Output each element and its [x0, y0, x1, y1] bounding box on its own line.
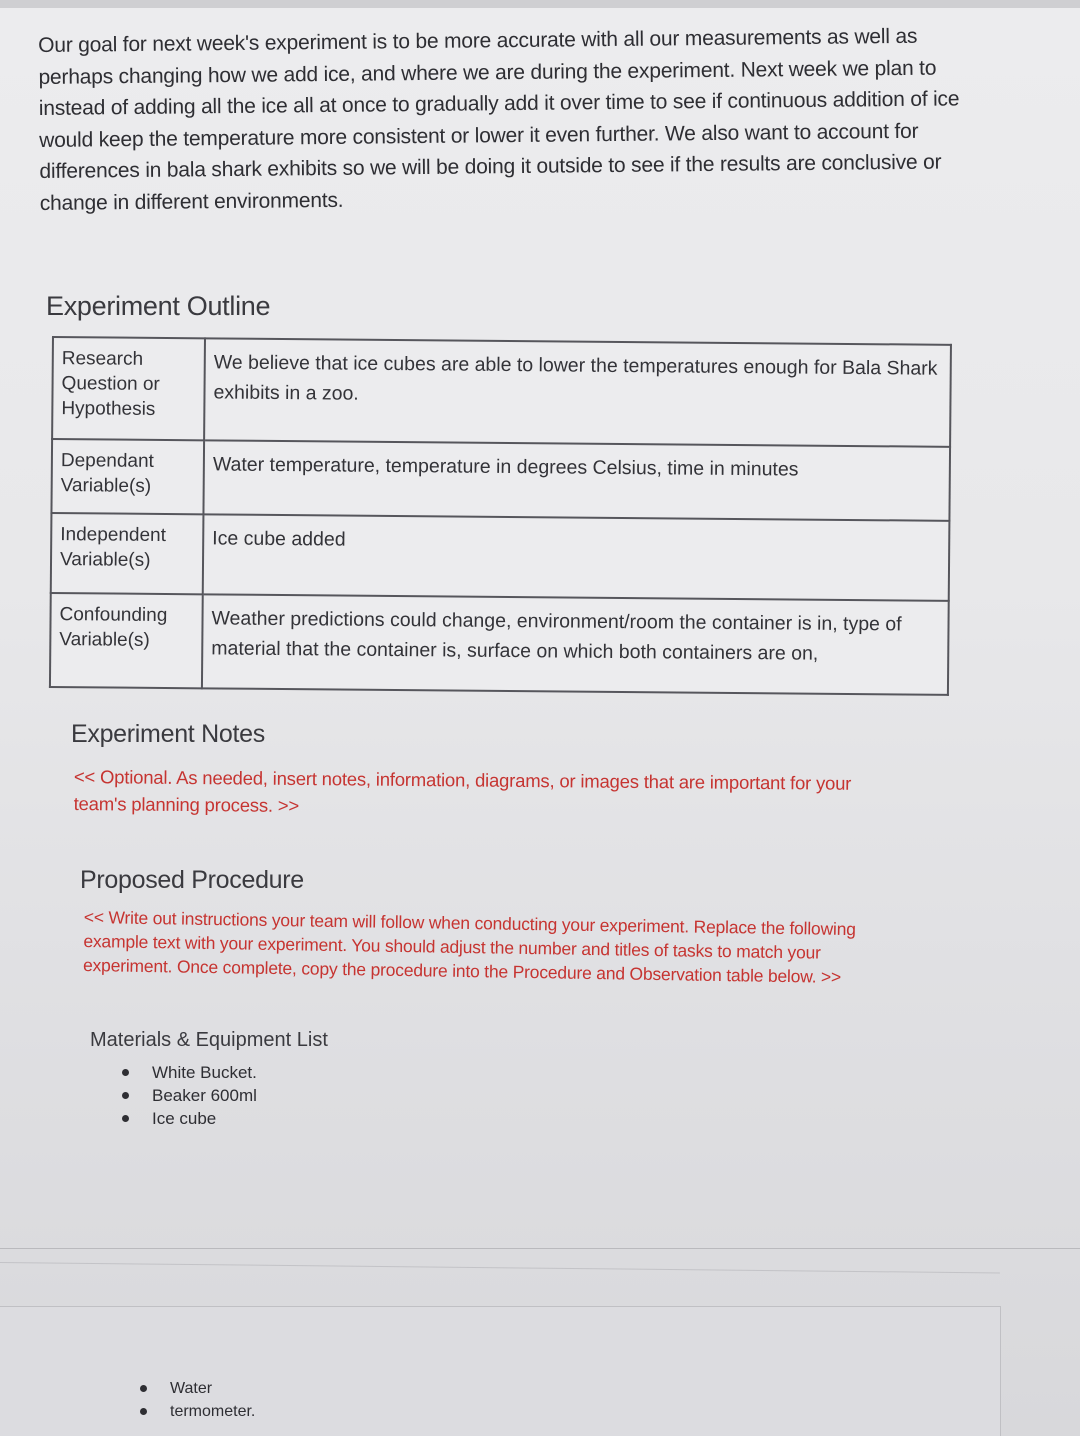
procedure-instruction: << Write out instructions your team will follow when conducting your experiment. Replace the following example text with your experiment. You should adjust the number and titles of tasks to match your experiment. Once complete, copy the procedure into the Procedure and Observation table below. >>	[82, 906, 856, 987]
row-label: Confounding Variable(s)	[50, 593, 203, 688]
bullet-icon	[140, 1385, 147, 1392]
row-label: Dependant Variable(s)	[51, 439, 204, 514]
outline-heading: Experiment Outline	[46, 291, 271, 321]
bullet-icon	[122, 1069, 129, 1076]
materials-list-continued	[140, 1377, 255, 1423]
bullet-icon	[122, 1115, 129, 1122]
list-item: Beaker 600ml	[122, 1084, 257, 1107]
row-value: We believe that ice cubes are able to lower the temperatures enough for Bala Shark exhibits in a zoo.	[204, 338, 951, 447]
table-row	[51, 439, 950, 521]
list-item: Water	[140, 1377, 255, 1400]
intro-paragraph: Our goal for next week's experiment is to be more accurate with all our measurements as well as perhaps changing how we add ice, and where we are during the experiment. Next week we plan to instead of adding all the ice all at once to gradually add it over time to see if continuous addition of ice would keep the temperature more consistent or lower it even further. We also want to account for differences in bala shark exhibits so we will be doing it outside to see if the results are conclusive or change in different environments.	[38, 24, 960, 215]
procedure-heading: Proposed Procedure	[80, 866, 304, 894]
table-row	[52, 337, 951, 447]
row-label: Research Question or Hypothesis	[52, 337, 205, 440]
materials-list	[122, 1061, 257, 1130]
row-value: Water temperature, temperature in degrees Celsius, time in minutes	[203, 440, 950, 521]
bullet-icon	[122, 1092, 129, 1099]
notes-heading: Experiment Notes	[71, 720, 265, 748]
table-row	[51, 513, 950, 601]
materials-heading: Materials & Equipment List	[90, 1029, 328, 1051]
list-item: Ice cube	[122, 1107, 257, 1130]
list-item: White Bucket.	[122, 1061, 257, 1084]
table-row	[50, 593, 949, 695]
list-item: termometer.	[140, 1400, 255, 1423]
row-value: Weather predictions could change, environment/room the container is in, type of material that the container is, surface on which both containers are on,	[202, 594, 949, 695]
row-value: Ice cube added	[203, 514, 950, 601]
top-edge	[0, 0, 1080, 8]
bullet-icon	[140, 1408, 147, 1415]
experiment-outline-table	[49, 336, 952, 696]
notes-instruction: << Optional. As needed, insert notes, information, diagrams, or images that are important for your team's planning process. >>	[73, 765, 852, 816]
row-label: Independent Variable(s)	[51, 513, 204, 594]
